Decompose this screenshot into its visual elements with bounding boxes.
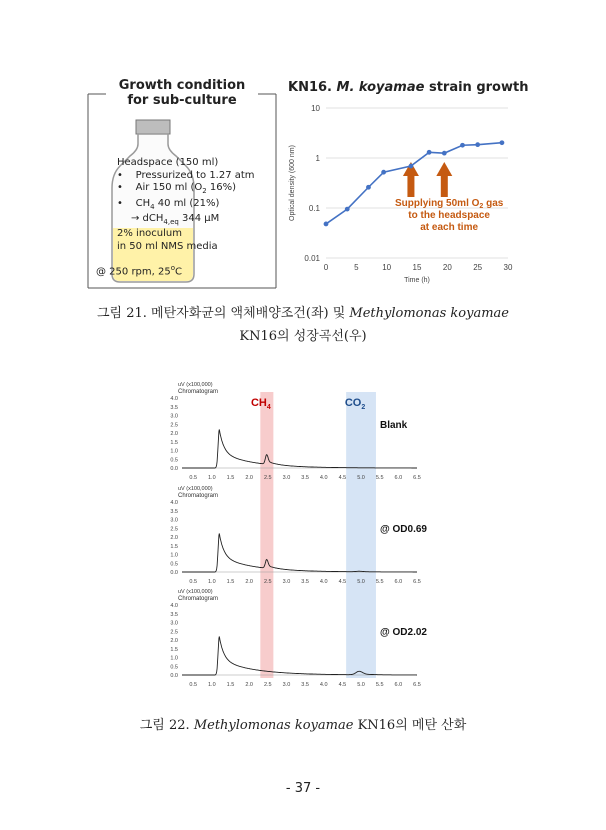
bullet-air: • Air 150 ml ($O_2$ 16%) [117,182,237,195]
headspace-info [117,157,255,229]
chrom-x-tick: 1.0 [208,579,216,585]
chrom-title: Chromatogram [178,389,219,395]
chrom-x-tick: 4.5 [338,682,347,688]
x-axis-label: Time (h) [404,277,430,284]
growth-data-point [366,185,371,190]
chrom-y-tick: 2.5 [170,629,178,636]
chrom-ylabel: uV (x100,000) [178,382,213,388]
chrom-x-tick: 5.5 [375,475,384,481]
chrom-y-tick: 0.5 [170,457,178,464]
chrom-x-tick: 2.5 [263,682,272,688]
growth-data-point [324,222,329,227]
chromatogram-trace [182,637,417,676]
chrom-panel-label: @ OD0.69 [380,524,427,535]
chrom-x-tick: 6.0 [394,682,403,688]
x-tick-label: 5 [354,263,359,272]
chrom-x-tick: 4.0 [319,475,328,481]
chrom-x-tick: 0.5 [189,475,198,481]
chrom-x-tick: 5.0 [357,682,365,688]
chrom-y-tick: 0.0 [170,570,178,576]
chrom-x-tick: 4.5 [338,475,347,481]
chrom-x-tick: 6.0 [394,579,403,585]
y-tick-label: 0.01 [304,254,320,263]
chrom-y-tick: 4.0 [170,603,178,609]
x-tick-label: 10 [382,263,392,272]
chrom-x-tick: 5.0 [357,579,365,585]
chrom-x-tick: 1.5 [226,682,235,688]
chrom-ylabel: uV (x100,000) [178,486,213,492]
chrom-x-tick: 2.0 [245,579,253,585]
chromatogram-figure [160,378,430,698]
chrom-x-tick: 1.0 [208,475,216,481]
chrom-x-tick: 2.5 [263,579,272,585]
y-tick-label: 10 [311,104,320,113]
chrom-x-tick: 3.0 [282,682,291,688]
chrom-x-tick: 6.5 [413,475,421,481]
chrom-y-tick: 2.5 [170,422,178,429]
x-tick-label: 0 [323,263,329,272]
growth-condition-title [86,78,278,108]
culture-condition: @ 250 rpm, 25$^o$C [96,264,183,278]
growth-data-point [345,207,350,212]
x-tick-label: 20 [442,263,452,272]
fig22-caption-species: Methylomonas koyamae [193,718,354,733]
chrom-x-tick: 1.5 [226,475,235,481]
chrom-title: Chromatogram [178,596,219,602]
page-number: - 37 - [285,781,321,796]
inoculum-info [117,228,218,253]
chrom-panel-label: @ OD2.02 [380,627,427,638]
chrom-x-tick: 3.5 [301,579,309,585]
y-axis-label: Optical density (600 nm) [289,145,296,221]
fig22-caption [0,714,606,733]
chrom-x-tick: 0.5 [189,682,198,688]
bullet-ch4: • $CH_4$ 40 ml (21%) [117,197,220,211]
chrom-y-tick: 3.0 [170,517,178,524]
chrom-title: Chromatogram [178,493,219,499]
chrom-y-tick: 1.5 [170,543,178,550]
chrom-x-tick: 3.0 [282,579,291,585]
chrom-y-tick: 4.0 [170,396,178,402]
x-tick-label: 30 [503,263,513,272]
growth-data-point [475,142,480,147]
y-tick-label: 1 [315,154,320,163]
chrom-y-tick: 3.5 [170,508,178,515]
headspace-label: Headspace (150 ml) [117,157,219,168]
chrom-y-tick: 3.0 [170,413,178,420]
bullet-pressure: • Pressurized to 1.27 atm [117,169,255,181]
chrom-ylabel: uV (x100,000) [178,589,213,595]
bottle-cap [136,120,170,134]
chrom-y-tick: 0.0 [170,466,178,472]
title-line1: Growth condition [116,78,249,93]
chrom-x-tick: 4.5 [338,579,347,585]
chrom-y-tick: 1.0 [170,552,178,559]
chrom-x-tick: 3.0 [282,475,291,481]
chrom-x-tick: 6.0 [394,475,403,481]
arrow-shaft [407,175,414,197]
chrom-x-tick: 5.5 [375,682,384,688]
chrom-x-tick: 6.5 [413,579,421,585]
fig21-caption [0,302,606,344]
y-tick-label: 0.1 [308,204,320,213]
fig21-caption-text: 그림 21. 메탄자화균의 액체배양조건(좌) 및 [96,306,346,321]
supply-arrow [436,162,452,197]
title-suffix: strain growth [428,80,529,95]
x-tick-label: 15 [412,263,422,272]
chrom-y-tick: 0.0 [170,673,178,679]
growth-data-point [460,143,465,148]
chrom-x-tick: 1.0 [208,682,216,688]
chrom-x-tick: 4.0 [319,579,328,585]
chrom-y-tick: 1.5 [170,646,178,653]
growth-data-point [427,150,432,155]
growth-data-point [409,164,414,169]
chrom-y-tick: 0.5 [170,561,178,568]
chrom-y-tick: 2.0 [170,638,178,644]
chrom-x-tick: 6.5 [413,682,421,688]
fig21-caption-species: Methylomonas koyamae [349,306,509,321]
fig22-caption-prefix: 그림 22. [139,718,190,733]
fig21-caption-line2: KN16의 성장곡선(우) [239,329,367,344]
arrow-head [436,162,452,176]
chrom-x-tick: 3.5 [301,682,309,688]
growth-condition-panel [86,78,278,290]
chromatogram-trace [182,430,417,469]
chrom-x-tick: 2.0 [245,475,253,481]
chrom-y-tick: 0.5 [170,664,178,671]
supply-annotation-line3: at each time [420,222,479,233]
chrom-panel-label: Blank [380,420,408,431]
chrom-y-tick: 1.0 [170,448,178,455]
chromatogram-trace [182,534,417,573]
title-prefix: KN16. [288,80,332,95]
supply-annotation-line2: to the headspace [408,210,491,221]
arrow-shaft [441,175,448,197]
growth-data-point [381,170,386,175]
chrom-y-tick: 2.0 [170,535,178,541]
chrom-y-tick: 4.0 [170,500,178,506]
chromatogram-chart [160,378,430,698]
growth-curve-panel [284,78,529,290]
chrom-x-tick: 2.5 [263,475,272,481]
chrom-x-tick: 5.0 [357,475,365,481]
growth-data-point [442,151,447,156]
growth-chart [284,98,516,290]
supply-annotation-line1: Supplying 50ml $O_2$ gas [394,198,504,210]
chrom-x-tick: 1.5 [226,579,235,585]
chrom-x-tick: 4.0 [319,682,328,688]
inoculum-line2: in 50 ml NMS media [117,240,218,252]
chrom-x-tick: 3.5 [301,475,309,481]
growth-data-point [500,140,505,145]
inoculum-line1: 2% inoculum [117,228,182,239]
fig22-caption-suffix: KN16의 메탄 산화 [357,718,467,733]
title-line2: for sub-culture [127,93,237,108]
growth-chart-title [288,80,528,95]
chrom-x-tick: 5.5 [375,579,384,585]
dissolved-ch4: → dCH$_{4,eq}$ 344 μM [131,213,220,226]
chrom-x-tick: 0.5 [189,579,198,585]
band-label: $CO_2$ [344,397,366,411]
x-tick-label: 25 [473,263,483,272]
chrom-y-tick: 2.5 [170,526,178,533]
chrom-y-tick: 1.5 [170,439,178,446]
chrom-y-tick: 3.5 [170,404,178,411]
title-species: M. koyamae [336,80,425,95]
chrom-y-tick: 3.5 [170,611,178,618]
chrom-y-tick: 2.0 [170,431,178,437]
chrom-y-tick: 1.0 [170,655,178,662]
highlight-band [346,392,376,678]
band-label: $CH_4$ [250,397,271,411]
chrom-y-tick: 3.0 [170,620,178,627]
chrom-x-tick: 2.0 [245,682,253,688]
highlight-band [260,392,273,678]
